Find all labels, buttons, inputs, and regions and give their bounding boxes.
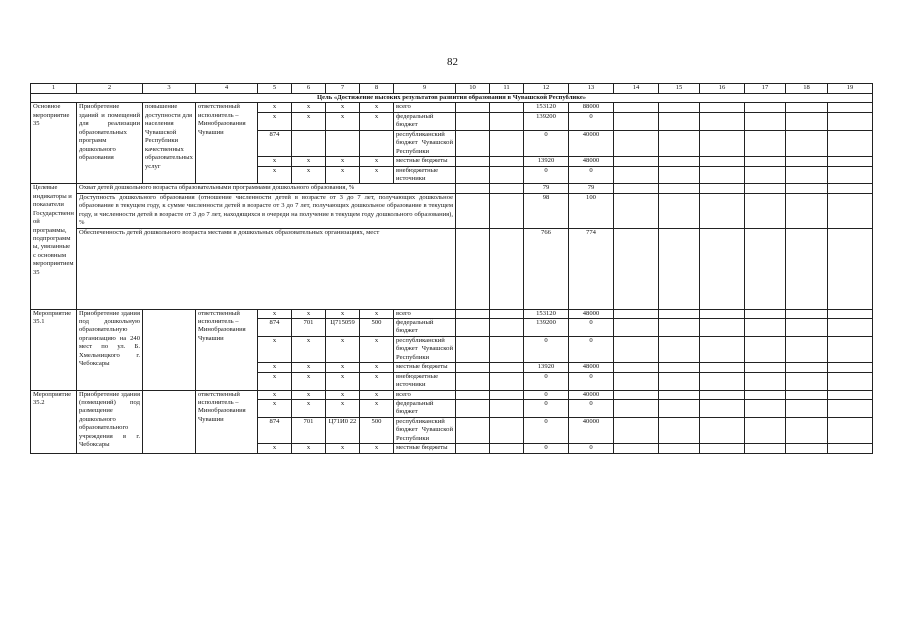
empty-cell (659, 157, 700, 166)
budget-code: x (326, 103, 360, 112)
amount-col13: 0 (569, 166, 614, 184)
amount-col13: 48000 (569, 157, 614, 166)
column-number: 19 (828, 84, 873, 94)
empty-cell (828, 228, 873, 309)
empty-cell (659, 319, 700, 337)
empty-cell (828, 103, 873, 112)
empty-cell (786, 112, 828, 130)
budget-code: x (258, 112, 292, 130)
budget-code: x (326, 309, 360, 318)
empty-cell (659, 444, 700, 453)
empty-cell (828, 309, 873, 318)
empty-cell (786, 157, 828, 166)
empty-cell (490, 390, 524, 399)
goal-row (31, 94, 873, 103)
empty-cell (659, 417, 700, 443)
empty-cell (490, 184, 524, 193)
measure-description: Приобретение здания под дошкольную образовательную организацию на 240 мест по ул. Б. Хмельницкого г. Чебоксары (77, 309, 143, 390)
empty-cell (745, 309, 786, 318)
empty-cell (828, 130, 873, 156)
funding-source: федеральный бюджет (394, 399, 456, 417)
expected-result (143, 309, 196, 390)
indicators-label: Целевые индикаторы и показатели Государственной программы, подпрограммы, увязанные с основным мероприятием 35 (31, 184, 77, 309)
budget-code: x (360, 390, 394, 399)
empty-cell (700, 193, 745, 228)
column-number: 14 (614, 84, 659, 94)
budget-code: 500 (360, 319, 394, 337)
empty-cell (700, 319, 745, 337)
empty-cell (614, 228, 659, 309)
budget-code: x (258, 372, 292, 390)
amount-col12: 153120 (524, 103, 569, 112)
empty-cell (659, 336, 700, 362)
empty-cell (700, 130, 745, 156)
budget-code: 874 (258, 319, 292, 337)
empty-cell (828, 363, 873, 372)
amount-col12: 0 (524, 417, 569, 443)
funding-source: местные бюджеты (394, 444, 456, 453)
empty-cell (786, 417, 828, 443)
empty-cell (614, 130, 659, 156)
budget-code: x (360, 112, 394, 130)
empty-cell (614, 309, 659, 318)
column-number: 10 (456, 84, 490, 94)
budget-code: 701 (292, 417, 326, 443)
empty-cell (786, 103, 828, 112)
empty-cell (786, 130, 828, 156)
budget-code: x (360, 309, 394, 318)
empty-cell (700, 309, 745, 318)
empty-cell (456, 390, 490, 399)
empty-cell (614, 390, 659, 399)
empty-cell (828, 390, 873, 399)
empty-cell (745, 112, 786, 130)
empty-cell (614, 417, 659, 443)
amount-col13: 0 (569, 372, 614, 390)
empty-cell (786, 166, 828, 184)
budget-code: 500 (360, 417, 394, 443)
column-number: 5 (258, 84, 292, 94)
budget-code: x (258, 363, 292, 372)
column-number: 17 (745, 84, 786, 94)
empty-cell (490, 372, 524, 390)
empty-cell (456, 444, 490, 453)
amount-col12: 0 (524, 166, 569, 184)
empty-cell (456, 336, 490, 362)
empty-cell (490, 363, 524, 372)
amount-col13: 48000 (569, 363, 614, 372)
budget-code: x (326, 112, 360, 130)
indicator-value-col13: 79 (569, 184, 614, 193)
budget-code: x (258, 390, 292, 399)
budget-code: Ц71И0 22 (326, 417, 360, 443)
empty-cell (456, 363, 490, 372)
empty-cell (490, 444, 524, 453)
budget-code: x (326, 390, 360, 399)
amount-col12: 0 (524, 130, 569, 156)
funding-source: федеральный бюджет (394, 319, 456, 337)
indicator-text: Охват детей дошкольного возраста образовательными программами дошкольного образования, % (77, 184, 456, 193)
amount-col12: 139200 (524, 112, 569, 130)
empty-cell (456, 309, 490, 318)
budget-code: x (292, 399, 326, 417)
expected-result (143, 390, 196, 453)
budget-code: x (326, 399, 360, 417)
budget-code: x (258, 157, 292, 166)
empty-cell (700, 228, 745, 309)
amount-col13: 0 (569, 444, 614, 453)
indicator-row (31, 228, 873, 309)
empty-cell (659, 166, 700, 184)
budget-code: x (258, 166, 292, 184)
empty-cell (786, 228, 828, 309)
amount-col12: 0 (524, 372, 569, 390)
measure-description: Приобретение здания (помещений) под размещение дошкольного образовательного учреждения в г. Чебоксары (77, 390, 143, 453)
empty-cell (490, 319, 524, 337)
budget-code (326, 130, 360, 156)
budget-code: 874 (258, 130, 292, 156)
empty-cell (614, 166, 659, 184)
budget-code: x (360, 372, 394, 390)
empty-cell (745, 130, 786, 156)
empty-cell (456, 319, 490, 337)
empty-cell (456, 130, 490, 156)
empty-cell (490, 157, 524, 166)
budget-code: x (360, 103, 394, 112)
column-number: 3 (143, 84, 196, 94)
empty-cell (786, 309, 828, 318)
empty-cell (659, 193, 700, 228)
funding-source: республиканский бюджет Чувашской Республики (394, 336, 456, 362)
indicator-value-col12: 98 (524, 193, 569, 228)
budget-code: x (292, 390, 326, 399)
indicator-value-col13: 100 (569, 193, 614, 228)
empty-cell (456, 157, 490, 166)
budget-code: x (292, 372, 326, 390)
empty-cell (659, 112, 700, 130)
empty-cell (745, 444, 786, 453)
budget-code: Ц715059 (326, 319, 360, 337)
empty-cell (659, 399, 700, 417)
funding-source: всего (394, 390, 456, 399)
indicator-text: Доступность дошкольного образования (отношение численности детей в возрасте от 3 до 7 лет, получающих дошкольное образование в текущем году, к сумме численности детей в возрасте от 3 до 7 лет, получающих дошкольное образование в текущем году, и численности детей в возрасте от 3 до 7 лет, находящихся в очереди на получение в текущем году дошкольного образования), % (77, 193, 456, 228)
empty-cell (700, 103, 745, 112)
empty-cell (828, 417, 873, 443)
budget-code: x (360, 363, 394, 372)
column-number: 7 (326, 84, 360, 94)
empty-cell (614, 112, 659, 130)
column-number: 9 (394, 84, 456, 94)
empty-cell (745, 336, 786, 362)
empty-cell (745, 372, 786, 390)
column-number: 11 (490, 84, 524, 94)
budget-code: x (292, 166, 326, 184)
column-number: 12 (524, 84, 569, 94)
executor: ответственный исполнитель – Минобразования Чувашии (196, 390, 258, 453)
empty-cell (745, 399, 786, 417)
amount-col12: 13920 (524, 363, 569, 372)
empty-cell (490, 399, 524, 417)
column-number: 16 (700, 84, 745, 94)
empty-cell (745, 363, 786, 372)
executor: ответственный исполнитель – Минобразования Чувашии (196, 309, 258, 390)
empty-cell (614, 372, 659, 390)
empty-cell (700, 399, 745, 417)
empty-cell (745, 390, 786, 399)
column-number: 1 (31, 84, 77, 94)
column-number: 8 (360, 84, 394, 94)
budget-code: 874 (258, 417, 292, 443)
empty-cell (828, 336, 873, 362)
amount-col12: 0 (524, 336, 569, 362)
indicator-value-col12: 79 (524, 184, 569, 193)
amount-col12: 153120 (524, 309, 569, 318)
amount-col12: 0 (524, 444, 569, 453)
executor: ответственный исполнитель – Минобразования Чувашии (196, 103, 258, 184)
empty-cell (828, 184, 873, 193)
funding-source: всего (394, 309, 456, 318)
amount-col12: 139200 (524, 319, 569, 337)
budget-code: x (258, 399, 292, 417)
empty-cell (614, 184, 659, 193)
amount-col13: 40000 (569, 417, 614, 443)
funding-source: республиканский бюджет Чувашской Республики (394, 130, 456, 156)
amount-col13: 40000 (569, 390, 614, 399)
empty-cell (745, 184, 786, 193)
funding-source: республиканский бюджет Чувашской Республики (394, 417, 456, 443)
empty-cell (456, 399, 490, 417)
empty-cell (745, 166, 786, 184)
empty-cell (828, 112, 873, 130)
budget-code: x (326, 166, 360, 184)
empty-cell (828, 193, 873, 228)
empty-cell (659, 363, 700, 372)
empty-cell (456, 184, 490, 193)
indicator-value-col12: 766 (524, 228, 569, 309)
budget-code: x (326, 336, 360, 362)
empty-cell (490, 166, 524, 184)
table-row (31, 309, 873, 318)
empty-cell (786, 444, 828, 453)
budget-code: x (258, 309, 292, 318)
empty-cell (828, 372, 873, 390)
page-number: 82 (447, 56, 458, 68)
empty-cell (745, 103, 786, 112)
empty-cell (659, 103, 700, 112)
budget-code: x (360, 157, 394, 166)
budget-code: x (326, 444, 360, 453)
empty-cell (614, 336, 659, 362)
empty-cell (786, 319, 828, 337)
empty-cell (490, 228, 524, 309)
empty-cell (614, 193, 659, 228)
empty-cell (456, 372, 490, 390)
amount-col12: 13920 (524, 157, 569, 166)
budget-code: x (292, 103, 326, 112)
empty-cell (786, 184, 828, 193)
empty-cell (659, 184, 700, 193)
empty-cell (614, 319, 659, 337)
expected-result: повышение доступности для населения Чувашской Республики качественных образовательных услуг (143, 103, 196, 184)
empty-cell (786, 372, 828, 390)
empty-cell (786, 363, 828, 372)
amount-col13: 0 (569, 319, 614, 337)
column-number: 4 (196, 84, 258, 94)
empty-cell (456, 103, 490, 112)
amount-col13: 0 (569, 112, 614, 130)
column-number: 18 (786, 84, 828, 94)
indicator-row (31, 193, 873, 228)
empty-cell (745, 157, 786, 166)
budget-code: x (360, 336, 394, 362)
budget-code: x (326, 363, 360, 372)
budget-code: x (292, 444, 326, 453)
empty-cell (659, 228, 700, 309)
empty-cell (614, 363, 659, 372)
empty-cell (456, 228, 490, 309)
empty-cell (745, 228, 786, 309)
empty-cell (456, 417, 490, 443)
amount-col13: 40000 (569, 130, 614, 156)
empty-cell (456, 193, 490, 228)
budget-code: x (360, 166, 394, 184)
empty-cell (828, 319, 873, 337)
empty-cell (745, 319, 786, 337)
indicator-value-col13: 774 (569, 228, 614, 309)
column-number: 2 (77, 84, 143, 94)
empty-cell (659, 130, 700, 156)
funding-source: внебюджетные источники (394, 166, 456, 184)
column-number: 6 (292, 84, 326, 94)
funding-source: местные бюджеты (394, 363, 456, 372)
budget-code: x (292, 363, 326, 372)
column-number: 15 (659, 84, 700, 94)
empty-cell (490, 193, 524, 228)
empty-cell (700, 336, 745, 362)
goal-title: Цель «Достижение высоких результатов развития образования в Чувашской Республике» (31, 94, 873, 103)
empty-cell (490, 417, 524, 443)
measure-description: Приобретение зданий и помещений для реализации образовательных программ дошкольного образования (77, 103, 143, 184)
budget-code: x (292, 157, 326, 166)
empty-cell (490, 130, 524, 156)
empty-cell (828, 166, 873, 184)
budget-code: x (326, 372, 360, 390)
empty-cell (490, 112, 524, 130)
funding-source: федеральный бюджет (394, 112, 456, 130)
empty-cell (786, 193, 828, 228)
empty-cell (614, 444, 659, 453)
empty-cell (659, 390, 700, 399)
program-table (30, 83, 873, 454)
empty-cell (700, 166, 745, 184)
empty-cell (456, 112, 490, 130)
table-row (31, 390, 873, 399)
empty-cell (456, 166, 490, 184)
amount-col13: 48000 (569, 309, 614, 318)
budget-code: x (258, 444, 292, 453)
empty-cell (700, 184, 745, 193)
budget-code: x (360, 399, 394, 417)
empty-cell (700, 372, 745, 390)
budget-code: x (326, 157, 360, 166)
budget-code: x (360, 444, 394, 453)
budget-code: x (258, 103, 292, 112)
indicator-row (31, 184, 873, 193)
empty-cell (659, 309, 700, 318)
budget-code: 701 (292, 319, 326, 337)
empty-cell (490, 309, 524, 318)
measure-name: Основное мероприятие 35 (31, 103, 77, 184)
empty-cell (614, 399, 659, 417)
amount-col13: 0 (569, 399, 614, 417)
funding-source: всего (394, 103, 456, 112)
budget-code: x (292, 336, 326, 362)
table-row (31, 103, 873, 112)
funding-source: местные бюджеты (394, 157, 456, 166)
measure-name: Мероприятие 35.1 (31, 309, 77, 390)
empty-cell (828, 444, 873, 453)
header-row (31, 84, 873, 94)
empty-cell (659, 372, 700, 390)
empty-cell (490, 336, 524, 362)
indicator-text: Обеспеченность детей дошкольного возраста местами в дошкольных образовательных организациях, мест (77, 228, 456, 309)
funding-source: внебюджетные источники (394, 372, 456, 390)
empty-cell (786, 399, 828, 417)
budget-code (292, 130, 326, 156)
budget-code (360, 130, 394, 156)
empty-cell (614, 157, 659, 166)
empty-cell (614, 103, 659, 112)
budget-code: x (258, 336, 292, 362)
empty-cell (700, 390, 745, 399)
amount-col13: 88000 (569, 103, 614, 112)
empty-cell (700, 363, 745, 372)
empty-cell (745, 193, 786, 228)
budget-code: x (292, 309, 326, 318)
amount-col12: 0 (524, 390, 569, 399)
empty-cell (786, 336, 828, 362)
empty-cell (786, 390, 828, 399)
empty-cell (700, 444, 745, 453)
empty-cell (828, 399, 873, 417)
budget-code: x (292, 112, 326, 130)
amount-col13: 0 (569, 336, 614, 362)
amount-col12: 0 (524, 399, 569, 417)
column-number: 13 (569, 84, 614, 94)
empty-cell (700, 157, 745, 166)
measure-name: Мероприятие 35.2 (31, 390, 77, 453)
empty-cell (828, 157, 873, 166)
empty-cell (490, 103, 524, 112)
empty-cell (700, 417, 745, 443)
empty-cell (700, 112, 745, 130)
empty-cell (745, 417, 786, 443)
